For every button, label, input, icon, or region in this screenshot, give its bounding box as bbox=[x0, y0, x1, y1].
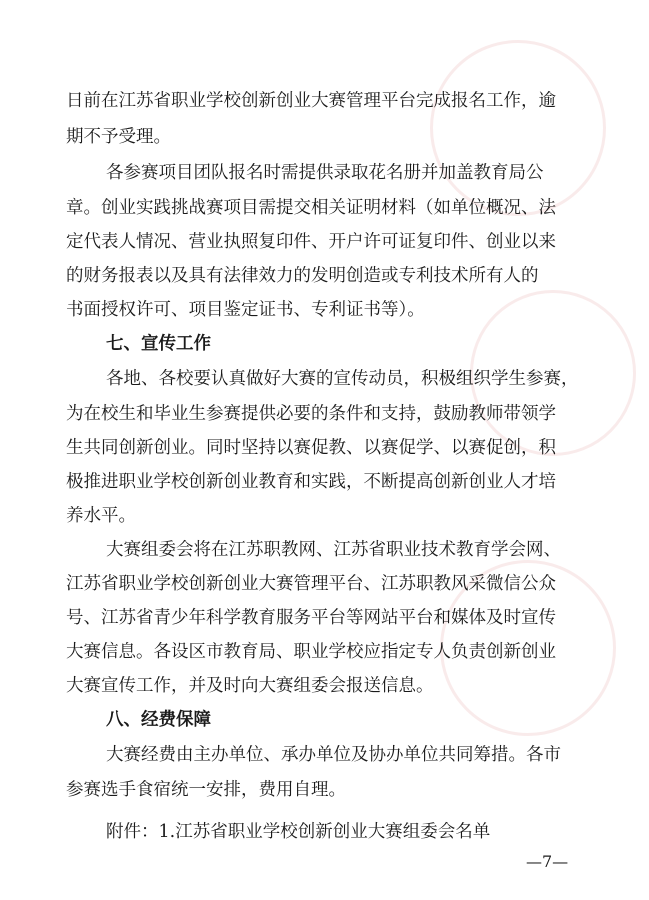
text-line: 生共同创新创业。同时坚持以赛促教、以赛促学、以赛促创，积 bbox=[66, 438, 556, 458]
text-line: 各参赛项目团队报名时需提供录取花名册并加盖教育局公 bbox=[106, 163, 544, 183]
page-number: —7— bbox=[526, 852, 569, 871]
text-line: 大赛组委会将在江苏职教网、江苏省职业技术教育学会网、 bbox=[106, 540, 561, 560]
text-line: 养水平。 bbox=[66, 506, 136, 526]
text-line: 大赛宣传工作，并及时向大赛组委会报送信息。 bbox=[66, 676, 434, 696]
section-heading: 八、经费保障 bbox=[106, 710, 211, 730]
text-line: 参赛选手食宿统一安排，费用自理。 bbox=[66, 780, 346, 800]
text-line: 定代表人情况、营业执照复印件、开户许可证复印件、创业以来 bbox=[66, 232, 556, 252]
text-line: 号、江苏省青少年科学教育服务平台等网站平台和媒体及时宣传 bbox=[66, 608, 556, 628]
text-line: 日前在江苏省职业学校创新创业大赛管理平台完成报名工作，逾 bbox=[66, 91, 556, 111]
text-line: 章。创业实践挑战赛项目需提交相关证明材料（如单位概况、法 bbox=[66, 198, 556, 218]
text-line: 各地、各校要认真做好大赛的宣传动员，积极组织学生参赛， bbox=[106, 369, 579, 389]
text-line: 书面授权许可、项目鉴定证书、专利证书等）。 bbox=[66, 300, 425, 320]
text-line: 大赛信息。各设区市教育局、职业学校应指定专人负责创新创业 bbox=[66, 642, 556, 662]
attachment-line: 附件：1.江苏省职业学校创新创业大赛组委会名单 bbox=[106, 822, 491, 842]
text-line: 的财务报表以及具有法律效力的发明创造或专利技术所有人的 bbox=[66, 266, 539, 286]
faint-seal-watermark bbox=[430, 40, 606, 216]
text-line: 江苏省职业学校创新创业大赛管理平台、江苏职教风采微信公众 bbox=[66, 574, 556, 594]
text-line: 大赛经费由主办单位、承办单位及协办单位共同筹措。各市 bbox=[106, 745, 561, 765]
section-heading: 七、宣传工作 bbox=[106, 334, 211, 354]
text-line: 极推进职业学校创新创业教育和实践，不断提高创新创业人才培 bbox=[66, 472, 556, 492]
text-line: 期不予受理。 bbox=[66, 127, 171, 147]
text-line: 为在校生和毕业生参赛提供必要的条件和支持，鼓励教师带领学 bbox=[66, 404, 556, 424]
